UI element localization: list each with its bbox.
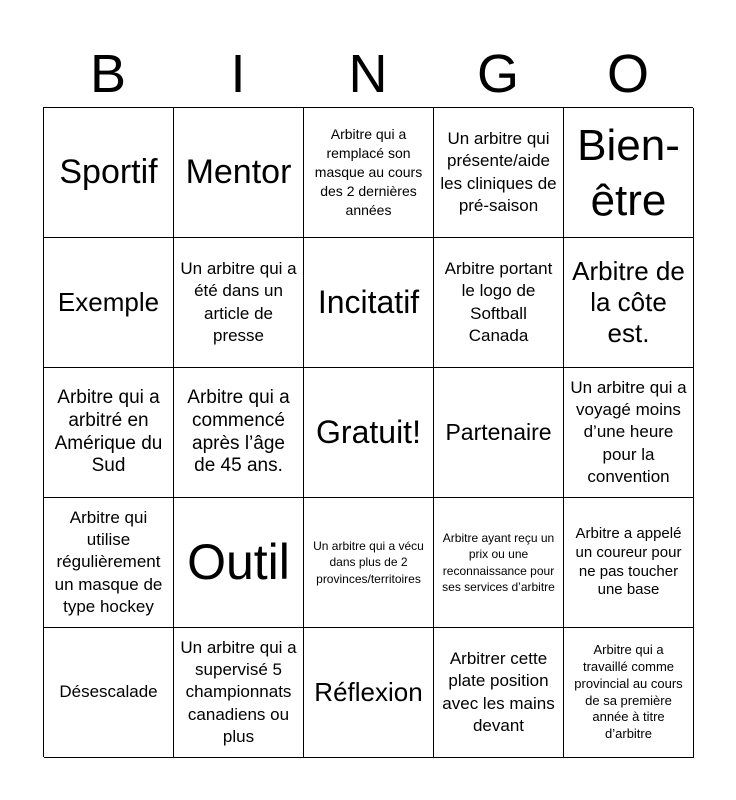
cell-text: Arbitre qui a remplacé son masque au cours des 2 dernières années [314,126,423,218]
bingo-cell-r4-c4[interactable] [434,498,564,628]
bingo-cell-r1-c5[interactable] [564,108,694,238]
bingo-cell-r4-c1[interactable] [44,498,174,628]
cell-text: Arbitre qui a commencé après l’âge de 45 ans. [187,386,290,477]
header-letter-n: N [348,44,388,104]
cell-text: Arbitre ayant reçu un prix ou une reconnaissance pour ses services d’arbitre [442,531,555,594]
bingo-cell-r4-c2[interactable] [174,498,304,628]
header-letter-b: B [89,44,127,104]
cell-text: Arbitre de la côte est. [572,255,685,349]
cell-text: Un arbitre qui a supervisé 5 championnats canadiens ou plus [180,638,297,746]
bingo-cell-r1-c3[interactable] [304,108,434,238]
bingo-cell-r3-c4[interactable] [434,368,564,498]
cell-text: Mentor [185,152,292,191]
bingo-cell-r4-c3[interactable] [304,498,434,628]
cell-text: Un arbitre qui a vécu dans plus de 2 provinces/territoires [313,539,424,586]
cell-text: Arbitre a appelé un coureur pour ne pas toucher une base [575,525,682,599]
bingo-cell-r1-c1[interactable] [44,108,174,238]
cell-text: Un arbitre qui présente/aide les cliniques de pré-saison [440,129,557,215]
bingo-cell-r1-c4[interactable] [434,108,564,238]
cell-text: Désescalade [59,682,158,702]
cell-text: Un arbitre qui a voyagé moins d’une heure pour la convention [570,378,687,486]
cell-text: Arbitre qui a travaillé comme provincial au cours de sa première année à titre d’arbitre [574,641,683,742]
cell-text: Gratuit! [316,413,421,450]
bingo-cell-r2-c4[interactable] [434,238,564,368]
cell-text: Réflexion [314,676,423,707]
cell-text: Arbitre portant le logo de Softball Canada [444,259,553,345]
bingo-cell-r5-c1[interactable] [44,628,174,758]
cell-text: Outil [187,534,290,591]
bingo-cell-r2-c3[interactable] [304,238,434,368]
cell-text: Bien-être [577,120,680,225]
bingo-header [43,40,693,108]
bingo-cell-r3-c3[interactable] [304,368,434,498]
bingo-cell-r5-c5[interactable] [564,628,694,758]
bingo-cell-r5-c4[interactable] [434,628,564,758]
bingo-cell-r3-c1[interactable] [44,368,174,498]
cell-text: Arbitre qui a arbitré en Amérique du Sud [54,386,163,477]
cell-text: Arbitrer cette plate position avec les mains devant [442,649,555,735]
cell-text: Partenaire [445,418,552,445]
bingo-cell-r3-c2[interactable] [174,368,304,498]
bingo-cell-r2-c2[interactable] [174,238,304,368]
bingo-grid [43,107,693,757]
cell-text: Sportif [59,152,158,191]
cell-text: Arbitre qui utilise régulièrement un masque de type hockey [54,508,163,616]
bingo-cell-r5-c2[interactable] [174,628,304,758]
header-letter-o: O [606,44,649,104]
header-letter-i: I [230,44,246,104]
bingo-cell-r4-c5[interactable] [564,498,694,628]
bingo-cell-r3-c5[interactable] [564,368,694,498]
bingo-cell-r5-c3[interactable] [304,628,434,758]
bingo-cell-r2-c5[interactable] [564,238,694,368]
bingo-cell-r1-c2[interactable] [174,108,304,238]
cell-text: Un arbitre qui a été dans un article de presse [180,259,297,345]
cell-text: Exemple [57,286,160,317]
bingo-cell-r2-c1[interactable] [44,238,174,368]
cell-text: Incitatif [317,283,420,320]
header-letter-g: G [476,44,519,104]
